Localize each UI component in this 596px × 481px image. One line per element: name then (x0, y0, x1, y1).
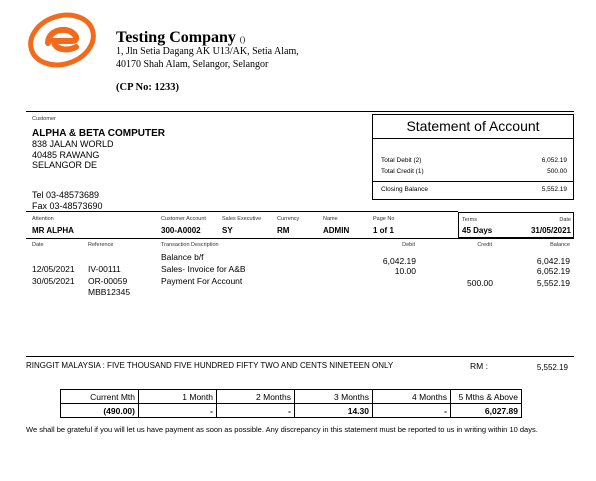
tx-description: Balance b/f (161, 252, 204, 262)
aging-value-cell: 6,027.89 (451, 404, 522, 418)
company-address-line1: 1, Jln Setia Dagang AK U13/AK, Setia Alam, (116, 46, 299, 57)
amount-in-words: RINGGIT MALAYSIA : FIVE THOUSAND FIVE HUNDRED FIFTY TWO AND CENTS NINETEEN ONLY (26, 361, 394, 370)
aging-value-row (61, 404, 522, 418)
statement-title: Statement of Account (406, 118, 540, 134)
sales-executive-label: Sales Executive (222, 216, 262, 222)
company-name: Testing Company () (116, 29, 246, 46)
tx-balance: 6,042.19 (536, 256, 570, 266)
total-debit-row (381, 157, 567, 164)
company-cp-number: (CP No: 1233) (116, 82, 179, 93)
date-value: 31/05/2021 (530, 226, 571, 235)
tx-description: Payment For Account (161, 276, 243, 286)
aging-header-cell: 2 Months (217, 390, 295, 404)
page-no-label: Page No (373, 216, 395, 222)
tx-debit: 6,042.19 (382, 256, 416, 266)
aging-header-cell: 4 Months (373, 390, 451, 404)
closing-balance-label: Closing Balance (381, 186, 428, 193)
currency-value: RM (277, 226, 290, 235)
company-name-suffix: () (239, 35, 246, 44)
aging-value-cell: (490.00) (61, 404, 139, 418)
col-debit: Debit (402, 242, 415, 248)
aging-header-cell: 1 Month (139, 390, 217, 404)
info-divider (26, 211, 458, 212)
customer-address-line: SELANGOR DE (32, 160, 98, 170)
closing-balance-row (381, 186, 567, 193)
tx-balance: 6,052.19 (536, 266, 570, 276)
terms-label: Terms (462, 217, 477, 223)
customer-account-value: 300-A0002 (161, 226, 201, 235)
sales-executive-value: SY (222, 226, 233, 235)
customer-fax: Fax 03-48573690 (32, 200, 103, 211)
total-credit-value: 500.00 (547, 168, 567, 175)
tx-debit: 10.00 (394, 266, 416, 276)
tx-description: Sales- Invoice for A&B (161, 264, 246, 274)
attention-label: Attention (32, 216, 54, 222)
customer-address-line: 838 JALAN WORLD (32, 139, 114, 149)
company-logo-icon (26, 10, 106, 68)
footer-note: We shall be grateful if you will let us have payment as soon as possible. Any discrepancy in this statement must be reported to us in writing within 10 days. (26, 425, 538, 434)
total-debit-label: Total Debit (2) (381, 157, 422, 164)
closing-balance-value: 5,552.19 (541, 186, 567, 193)
aging-header-cell: 5 Mths & Above (451, 390, 522, 404)
tx-date: 12/05/2021 (32, 264, 75, 274)
customer-name: ALPHA & BETA COMPUTER (32, 128, 165, 139)
aging-table (60, 389, 522, 418)
total-credit-row (381, 168, 567, 175)
terms-value: 45 Days (462, 226, 493, 235)
customer-tel: Tel 03-48573689 (32, 190, 100, 200)
aging-value-cell: 14.30 (295, 404, 373, 418)
customer-account-label: Customer Account (161, 216, 206, 222)
tx-reference: IV-00111 (88, 264, 121, 274)
closing-balance-divider (373, 181, 573, 182)
header-divider (26, 111, 574, 112)
customer-label: Customer (32, 116, 56, 122)
name-value: ADMIN (323, 226, 350, 235)
currency-label: Currency (277, 216, 300, 222)
company-address (116, 45, 299, 71)
aging-header-row (61, 390, 522, 404)
customer-address (32, 139, 114, 171)
columns-divider (26, 238, 574, 239)
aging-value-cell: - (373, 404, 451, 418)
col-reference: Reference (88, 242, 114, 248)
summary-divider (26, 356, 574, 357)
tx-credit: 500.00 (467, 278, 493, 288)
statement-title-divider (373, 138, 573, 139)
attention-value: MR ALPHA (32, 226, 74, 235)
aging-value-cell: - (217, 404, 295, 418)
statement-summary-box (372, 114, 574, 200)
col-description: Transaction Description (161, 242, 219, 248)
rm-total-value: 5,552.19 (536, 363, 568, 372)
aging-header-cell: Current Mth (61, 390, 139, 404)
aging-value-cell: - (139, 404, 217, 418)
rm-label: RM : (470, 361, 488, 371)
col-balance: Balance (550, 242, 570, 248)
col-credit: Credit (477, 242, 492, 248)
tx-balance: 5,552.19 (536, 278, 570, 288)
date-label: Date (559, 217, 571, 223)
tx-reference: OR-00059 (88, 276, 128, 286)
total-credit-label: Total Credit (1) (381, 168, 424, 175)
customer-address-line: 40485 RAWANG (32, 149, 100, 160)
col-date: Date (32, 242, 44, 248)
name-label: Name (323, 216, 338, 222)
tx-reference: MBB12345 (88, 287, 131, 297)
tx-date: 30/05/2021 (32, 276, 75, 286)
company-address-line2: 40170 Shah Alam, Selangor, Selangor (116, 59, 269, 70)
customer-contact (32, 190, 103, 211)
page-no-value: 1 of 1 (373, 226, 394, 235)
aging-header-cell: 3 Months (295, 390, 373, 404)
total-debit-value: 6,052.19 (541, 157, 567, 164)
terms-date-box (458, 212, 574, 238)
